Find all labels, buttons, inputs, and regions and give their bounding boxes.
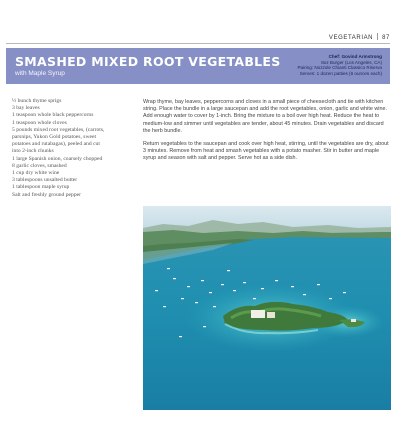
chef-name: Chef: Govind Armstrong bbox=[328, 54, 382, 59]
method-text bbox=[143, 99, 389, 169]
running-head-divider bbox=[377, 33, 378, 40]
recipe-banner bbox=[6, 48, 390, 84]
island-building bbox=[251, 310, 265, 318]
ingredient-item: Salt and freshly ground pepper bbox=[12, 191, 81, 198]
dock-building bbox=[351, 319, 356, 322]
ingredient-item: potatoes and rutabagas), peeled and cut bbox=[12, 141, 100, 148]
recipe-subtitle: with Maple Syrup bbox=[15, 70, 65, 77]
ingredient-item: 8 garlic cloves, smashed bbox=[12, 162, 67, 169]
header-rule bbox=[6, 43, 390, 44]
wine-pairing: Pairing: Nozzole Chianti Classico Riserva bbox=[297, 65, 382, 71]
servings: Serves: 1 dozen patties (6 ounces each) bbox=[299, 70, 382, 76]
ingredient-item: 1 cup dry white wine bbox=[12, 170, 60, 177]
ingredient-list bbox=[12, 98, 134, 199]
island-photo-illustration bbox=[143, 206, 391, 410]
island-photo bbox=[143, 206, 391, 410]
ingredient-item: 5 pounds mixed root vegetables, (carrots, bbox=[12, 126, 105, 133]
ingredient-item: into 2-inch chunks bbox=[12, 148, 54, 155]
restaurant-name: 8oz Burger (Los Angeles, CA) bbox=[321, 59, 382, 65]
ingredient-item: 3 bay leaves bbox=[12, 105, 40, 112]
island-building bbox=[267, 312, 275, 318]
recipe-credits bbox=[297, 54, 382, 76]
ingredient-item: 1 tablespoon maple syrup bbox=[12, 184, 70, 191]
recipe-title: SMASHED MIXED ROOT VEGETABLES bbox=[15, 54, 281, 69]
section-label: VEGETARIAN bbox=[328, 35, 374, 41]
page-number: 87 bbox=[382, 35, 390, 41]
ingredient-item: ½ bunch thyme sprigs bbox=[12, 98, 62, 104]
ingredient-item: 1 teaspoon whole cloves bbox=[12, 119, 67, 126]
method-paragraph: Wrap thyme, bay leaves, peppercorns and cloves in a small piece of cheesecloth and tie with kitchen string. Place the bundle in a large saucepan and add the root vegetables, onion, garlic and white wine. Add enough water to cover by 1-inch. Bring the mixture to a boil over high heat. Reduce the heat to medium-low and simmer until vegetables are tender, about 45 minutes. Drain vegetables and discard the herb bundle. bbox=[143, 99, 387, 134]
ingredient-item: parsnips, Yukon Gold potatoes, sweet bbox=[12, 134, 96, 141]
ingredient-item: 3 tablespoons unsalted butter bbox=[12, 177, 78, 184]
method-paragraph: Return vegetables to the saucepan and cook over high heat, stirring, until the vegetables are dry, about 3 minutes. Remove from heat and smash vegetables with a potato masher. Stir in butter and maple syrup and season with salt and pepper. Serve hot as a side dish. bbox=[143, 141, 389, 162]
ingredient-item: 1 large Spanish onion, coarsely chopped bbox=[12, 155, 103, 162]
running-head bbox=[329, 33, 390, 41]
ingredient-item: 1 teaspoon whole black peppercorns bbox=[12, 112, 94, 119]
